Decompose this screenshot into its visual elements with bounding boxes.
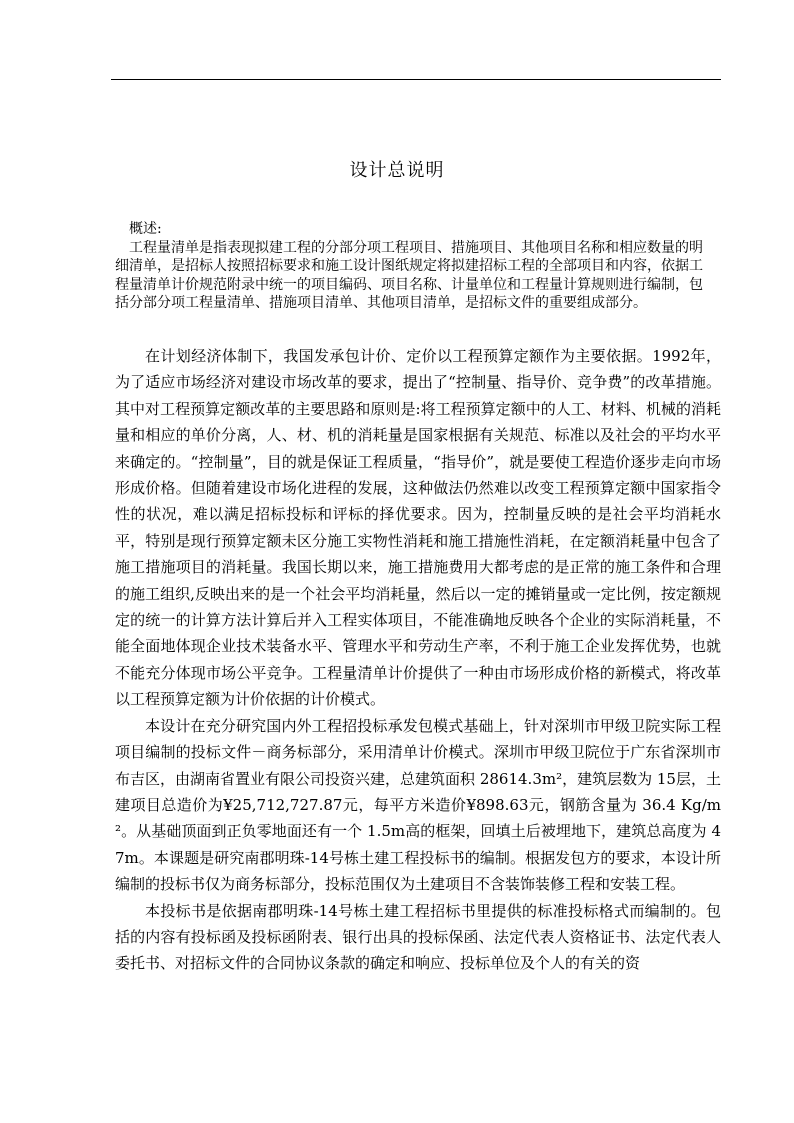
paragraph: 在计划经济体制下，我国发承包计价、定价以工程预算定额作为主要依据。1992年，为了适应市场经济对建设市场改革的要求，提出了“控制量、指导价、竞争费”的改革措施。其中对工程预算定额改革的主要思路和原则是:将工程预算定额中的人工、材料、机械的消耗量和相应的单价分离，人、材、机的消耗量是国家根据有关规范、标准以及社会的平均水平来确定的。“控制量”，目的就是保证工程质量，“指导价”，就是要使工程造价逐步走向市场形成价格。但随着建设市场化进程的发展，这种做法仍然难以改变工程预算定额中国家指令性的状况，难以满足招标投标和评标的择优要求。因为，控制量反映的是社会平均消耗水平，特别是现行预算定额未区分施工实物性消耗和施工措施性消耗，在定额消耗量中包含了施工措施项目的消耗量。我国长期以来，施工措施费用大都考虑的是正常的施工条件和合理的施工组织,反映出来的是一个社会平均消耗量，然后以一定的摊销量或一定比例，按定额规定的统一的计算方法计算后并入工程实体项目，不能准确地反映各个企业的实际消耗量，不能全面地体现企业技术装备水平、管理水平和劳动生产率，不利于施工企业发挥优势，也就不能充分体现市场公平竞争。工程量清单计价提供了一种由市场形成价格的新模式，将改革以工程预算定额为计价依据的计价模式。 xyxy=(115,347,721,709)
paragraph: 本设计在充分研究国内外工程招投标承发包模式基础上，针对深圳市甲级卫院实际工程项目编制的投标文件－商务标部分，采用清单计价模式。深圳市甲级卫院位于广东省深圳市布吉区，由湖南省置业有限公司投资兴建，总建筑面积 28614.3m²，建筑层数为 15层，土建项目总造价为¥25,712,727.87元，每平方米造价¥898.63元，钢筋含量为 36.4 Kg/m²。从基础顶面到正负零地面还有一个 1.5m高的框架，回填土后被埋地下，建筑总高度为 47m。本课题是研究南郡明珠-14号栋土建工程投标书的编制。根据发包方的要求，本设计所编制的投标书仅为商务标部分，投标范围仅为土建项目不含装饰装修工程和安装工程。 xyxy=(115,716,721,894)
summary-block xyxy=(115,220,715,313)
summary-text: 工程量清单是指表现拟建工程的分部分项工程项目、措施项目、其他项目名称和相应数量的明细清单，是招标人按照招标要求和施工设计图纸规定将拟建招标工程的全部项目和内容，依据工程量清单计价规范附录中统一的项目编码、项目名称、计量单位和工程量计算规则进行编制，包括分部分项工程量清单、措施项目清单、其他项目清单，是招标文件的重要组成部分。 xyxy=(115,239,703,312)
page-title: 设计总说明 xyxy=(349,160,445,181)
summary-label: 概述: xyxy=(129,221,162,237)
header-rule xyxy=(111,79,721,80)
body-text xyxy=(115,343,721,977)
paragraph: 本投标书是依据南郡明珠-14号栋土建工程招标书里提供的标准投标格式而编制的。包括的内容有投标函及投标函附表、银行出具的投标保函、法定代表人资格证书、法定代表人委托书、对招标文件的合同协议条款的确定和响应、投标单位及个人的有关的资 xyxy=(115,901,721,973)
